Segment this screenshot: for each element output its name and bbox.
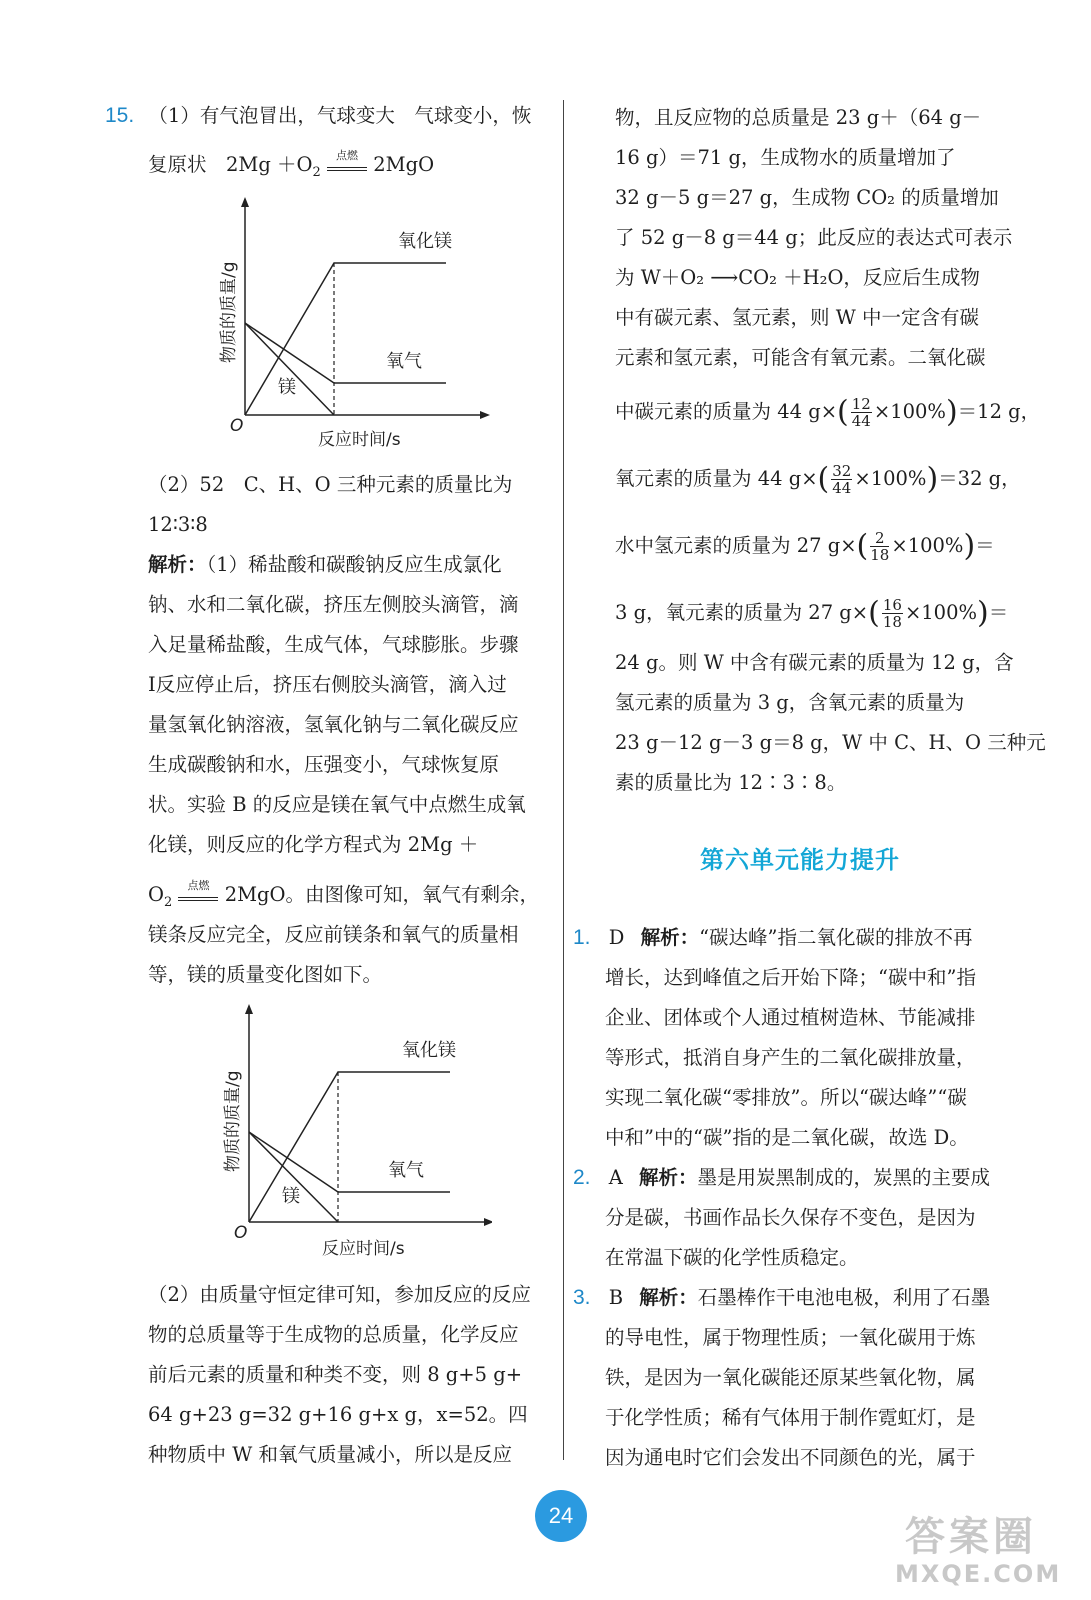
answer-letter: B bbox=[608, 1286, 624, 1309]
q1-analysis-line: 中和”中的“碳”指的是二氧化碳，故选 D。 bbox=[605, 1126, 969, 1149]
analysis-line-0: 解析：（1）稀盐酸和碳酸钠反应生成氯化 bbox=[148, 553, 502, 576]
mass-time-graph-1 bbox=[210, 195, 490, 455]
analysis-line: 钠、水和二氧化碳，挤压左侧胶头滴管，滴 bbox=[148, 593, 519, 616]
fraction: $\frac{16}{18}$ bbox=[882, 596, 902, 631]
o2-label: 氧气 bbox=[386, 351, 422, 372]
column-divider bbox=[563, 100, 564, 1460]
answer-letter: A bbox=[608, 1166, 623, 1189]
page-number-badge: 24 bbox=[535, 1490, 587, 1542]
equation-left: 复原状 2Mg ＋O bbox=[148, 153, 313, 176]
question-2-line: 2. A 解析：墨是用炭黑制成的，炭黑的主要成 bbox=[573, 1166, 991, 1189]
q1-analysis-line: 企业、团体或个人通过植树造林、节能减排 bbox=[605, 1006, 976, 1029]
right-line: 为 W＋O₂ ⟶CO₂ ＋H₂O，反应后生成物 bbox=[615, 266, 980, 289]
part2-ratio: 12∶3∶8 bbox=[148, 513, 208, 536]
analysis-line: 等，镁的质量变化图如下。 bbox=[148, 963, 383, 986]
mgo-label: 氧化镁 bbox=[402, 1040, 456, 1061]
q1-analysis-line: 等形式，抵消自身产生的二氧化碳排放量， bbox=[605, 1046, 976, 1069]
part2-analysis-line: （2）由质量守恒定律可知，参加反应的反应 bbox=[148, 1283, 531, 1306]
q3-analysis-line: 因为通电时它们会发出不同颜色的光，属于 bbox=[605, 1446, 976, 1469]
answer-letter: D bbox=[608, 926, 625, 949]
reaction-condition: 点燃 bbox=[178, 889, 218, 901]
answer-text: （1）有气泡冒出，气球变大 气球变小，恢 bbox=[148, 104, 532, 127]
mass-time-graph-2 bbox=[212, 1000, 492, 1265]
analysis-line: 入足量稀盐酸，生成气体，气球膨胀。步骤 bbox=[148, 633, 519, 656]
q1-analysis-line: 实现二氧化碳“零排放”。所以“碳达峰”“碳 bbox=[605, 1086, 967, 1109]
analysis-line: 镁条反应完全，反应前镁条和氧气的质量相 bbox=[148, 923, 519, 946]
equation-line: 复原状 $2Mg +O_2$ 点燃 2MgO bbox=[148, 149, 435, 180]
watermark-cn: 答案圈 bbox=[905, 1514, 1037, 1560]
analysis-line: Ⅰ反应停止后，挤压右侧胶头滴管，滴入过 bbox=[148, 673, 507, 696]
fraction: $\frac{32}{44}$ bbox=[832, 462, 852, 497]
right-line: 氢元素的质量为 3 g，含氧元素的质量为 bbox=[615, 691, 965, 714]
mg-label: 镁 bbox=[278, 377, 296, 398]
analysis-line: 量氢氧化钠溶液，氢氧化钠与二氧化碳反应 bbox=[148, 713, 519, 736]
q3-analysis-line: 于化学性质；稀有气体用于制作霓虹灯，是 bbox=[605, 1406, 976, 1429]
part2-answer: （2）52 C、H、O 三种元素的质量比为 bbox=[148, 473, 513, 496]
mg-label: 镁 bbox=[282, 1186, 300, 1207]
part2-analysis-line: 前后元素的质量和种类不变，则 8 g+5 g+ bbox=[148, 1363, 523, 1386]
question-number: 2. bbox=[573, 1166, 591, 1189]
y-axis-label: 物质的质量/g bbox=[223, 1070, 243, 1172]
fraction: $\frac{12}{44}$ bbox=[851, 395, 871, 430]
analysis-line: 化镁，则反应的化学方程式为 2Mg ＋ bbox=[148, 833, 479, 856]
analysis-label: 解析： bbox=[639, 1286, 698, 1309]
question-3-line: 3. B 解析：石墨棒作干电池电极，利用了石墨 bbox=[573, 1286, 991, 1309]
right-line: 了 52 g－8 g＝44 g；此反应的表达式可表示 bbox=[615, 226, 1013, 249]
right-line: 物，且反应物的总质量是 23 g＋（64 g－ bbox=[615, 106, 982, 129]
analysis-label: 解析： bbox=[148, 553, 207, 576]
question-number: 3. bbox=[573, 1286, 591, 1309]
equation-right: 2MgO bbox=[373, 153, 435, 176]
calc-line: 氧元素的质量为 44 g×( $\frac{32}{44}$ ×100%)＝32 g， bbox=[615, 461, 1021, 497]
part2-analysis-line: 种物质中 W 和氧气质量减小，所以是反应 bbox=[148, 1443, 512, 1466]
calc-line: 中碳元素的质量为 44 g×( $\frac{12}{44}$ ×100%)＝12 g， bbox=[615, 394, 1041, 430]
origin-label: O bbox=[234, 1223, 248, 1243]
fraction: $\frac{2}{18}$ bbox=[870, 529, 890, 564]
question-number: 15. bbox=[105, 104, 135, 127]
equation-line-2: $O_2$ 点燃 2MgO。由图像可知，氧气有剩余， bbox=[148, 879, 540, 910]
right-line: 32 g－5 g＝27 g，生成物 CO₂ 的质量增加 bbox=[615, 186, 999, 209]
reaction-condition: 点燃 bbox=[327, 159, 367, 171]
analysis-label: 解析： bbox=[640, 926, 700, 949]
right-line: 23 g－12 g－3 g＝8 g，W 中 C、H、O 三种元 bbox=[615, 731, 1046, 754]
q2-analysis-line: 在常温下碳的化学性质稳定。 bbox=[605, 1246, 859, 1269]
q2-analysis-line: 分是碳，书画作品长久保存不变色，是因为 bbox=[605, 1206, 976, 1229]
question-15-line bbox=[105, 103, 531, 129]
analysis-line: 生成碳酸钠和水，压强变小，气球恢复原 bbox=[148, 753, 500, 776]
section-title: 第六单元能力提升 bbox=[700, 846, 900, 874]
mgo-label: 氧化镁 bbox=[398, 231, 452, 252]
right-line: 16 g）＝71 g，生成物水的质量增加了 bbox=[615, 146, 956, 169]
calc-line: 3 g，氧元素的质量为 27 g×( $\frac{16}{18}$ ×100%)＝ bbox=[615, 595, 1009, 631]
question-1-line: 1. D 解析：“碳达峰”指二氧化碳的排放不再 bbox=[573, 926, 973, 949]
origin-label: O bbox=[230, 416, 244, 436]
y-axis-label: 物质的质量/g bbox=[219, 261, 239, 363]
q3-analysis-line: 铁，是因为一氧化碳能还原某些氧化物，属 bbox=[605, 1366, 976, 1389]
analysis-label: 解析： bbox=[639, 1166, 698, 1189]
right-line: 素的质量比为 12∶3∶8。 bbox=[615, 771, 847, 794]
o2-label: 氧气 bbox=[388, 1160, 424, 1181]
watermark bbox=[895, 1505, 1075, 1595]
calc-line: 水中氢元素的质量为 27 g×( $\frac{2}{18}$ ×100%)＝ bbox=[615, 528, 995, 564]
right-line: 24 g。则 W 中含有碳元素的质量为 12 g，含 bbox=[615, 651, 1014, 674]
right-line: 中有碳元素、氢元素，则 W 中一定含有碳 bbox=[615, 306, 979, 329]
part2-analysis-line: 64 g+23 g=32 g+16 g+x g，x=52。四 bbox=[148, 1403, 528, 1426]
right-line: 元素和氢元素，可能含有氧元素。二氧化碳 bbox=[615, 346, 986, 369]
analysis-line: 状。实验 B 的反应是镁在氧气中点燃生成氧 bbox=[148, 793, 526, 816]
x-axis-label: 反应时间/s bbox=[322, 1239, 405, 1259]
question-number: 1. bbox=[573, 926, 591, 949]
q1-analysis-line: 增长，达到峰值之后开始下降；“碳中和”指 bbox=[605, 966, 976, 989]
watermark-en: MXQE.COM bbox=[895, 1560, 1062, 1588]
part2-analysis-line: 物的总质量等于生成物的总质量，化学反应 bbox=[148, 1323, 519, 1346]
x-axis-label: 反应时间/s bbox=[318, 430, 401, 450]
q3-analysis-line: 的导电性，属于物理性质；一氧化碳用于炼 bbox=[605, 1326, 976, 1349]
